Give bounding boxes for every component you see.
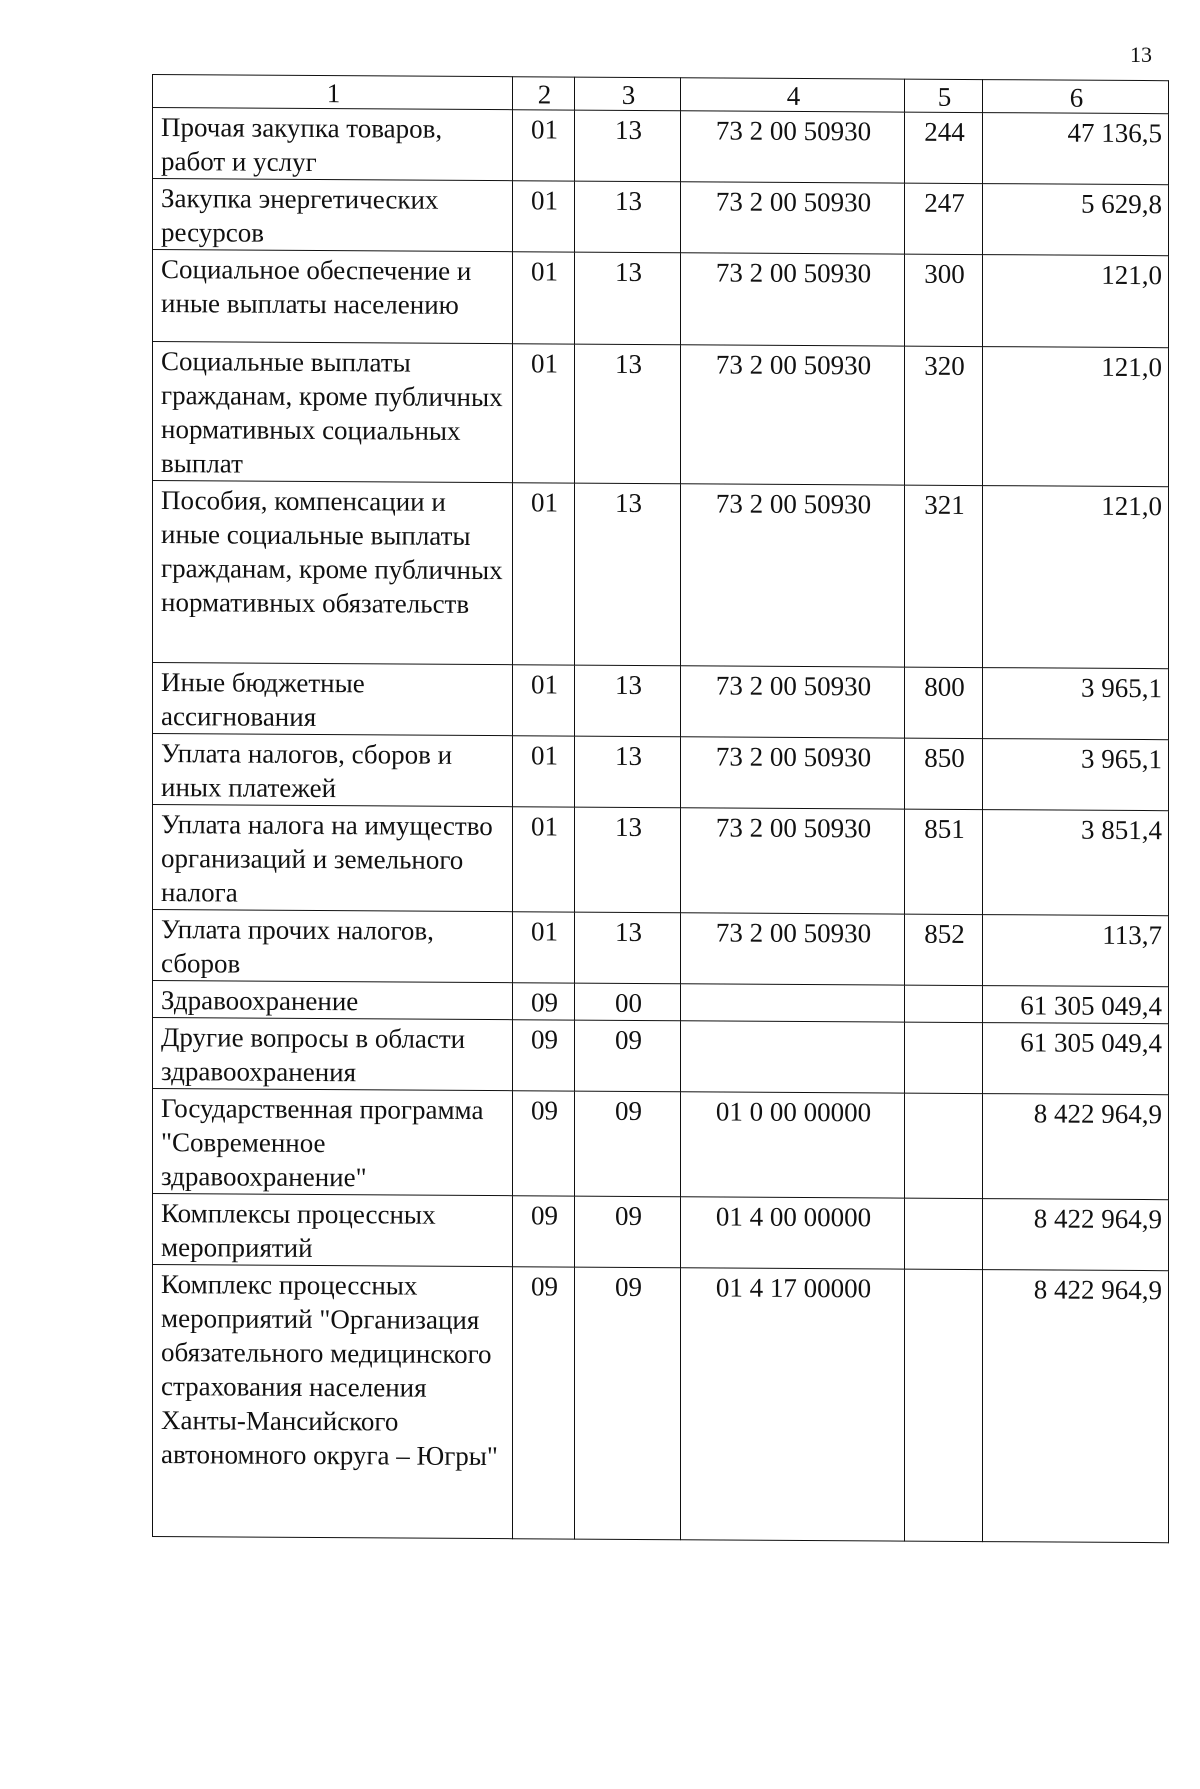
table-row — [153, 1018, 1169, 1095]
amount-value: 8 422 964,9 — [983, 1094, 1169, 1200]
expense-type-code: 244 — [905, 112, 983, 183]
amount-value: 121,0 — [983, 255, 1169, 348]
subsection-code: 13 — [575, 807, 681, 913]
line-item-name: Иные бюджетные ассигнования — [153, 663, 513, 736]
table-row — [153, 481, 1169, 669]
target-article-code: 73 2 00 50930 — [681, 111, 905, 183]
section-code: 09 — [513, 983, 575, 1020]
table-row — [153, 342, 1169, 487]
subsection-code: 09 — [575, 1091, 681, 1197]
line-item-name: Комплексы процессных мероприятий — [153, 1194, 513, 1267]
line-item-name: Государственная программа "Современное здравоохранение" — [153, 1089, 513, 1196]
section-code: 01 — [513, 483, 575, 665]
expense-type-code: 800 — [905, 667, 983, 738]
target-article-code: 73 2 00 50930 — [681, 913, 905, 985]
target-article-code: 73 2 00 50930 — [681, 484, 905, 667]
target-article-code: 73 2 00 50930 — [681, 182, 905, 254]
page-number: 13 — [1130, 42, 1152, 67]
target-article-code — [681, 984, 905, 1022]
section-code: 01 — [513, 665, 575, 736]
line-item-name: Закупка энергетических ресурсов — [153, 179, 513, 252]
expense-type-code: 851 — [905, 809, 983, 914]
target-article-code — [681, 1021, 905, 1093]
subsection-code: 09 — [575, 1267, 681, 1540]
table-row — [153, 108, 1169, 185]
expense-type-code: 321 — [905, 485, 983, 667]
expense-type-code: 300 — [905, 254, 983, 346]
subsection-code: 09 — [575, 1020, 681, 1092]
expense-type-code — [905, 1022, 983, 1093]
target-article-code: 73 2 00 50930 — [681, 808, 905, 914]
table-row — [153, 663, 1169, 740]
subsection-code: 00 — [575, 983, 681, 1021]
table-row — [153, 1194, 1169, 1271]
subsection-code: 13 — [575, 736, 681, 808]
line-item-name: Социальное обеспечение и иные выплаты населению — [153, 250, 513, 344]
amount-value: 121,0 — [983, 486, 1169, 669]
target-article-code: 01 4 00 00000 — [681, 1197, 905, 1269]
expense-type-code: 247 — [905, 183, 983, 254]
column-header: 3 — [575, 77, 681, 111]
subsection-code: 13 — [575, 110, 681, 182]
table-row — [153, 1089, 1169, 1200]
expense-type-code — [905, 1198, 983, 1269]
section-code: 09 — [513, 1267, 575, 1539]
amount-value: 121,0 — [983, 347, 1169, 487]
target-article-code: 73 2 00 50930 — [681, 666, 905, 738]
line-item-name: Прочая закупка товаров, работ и услуг — [153, 108, 513, 181]
expense-type-code: 852 — [905, 914, 983, 985]
column-header: 6 — [983, 80, 1169, 114]
section-code: 01 — [513, 181, 575, 252]
amount-value: 3 851,4 — [983, 810, 1169, 916]
table-row — [153, 1265, 1169, 1543]
amount-value: 61 305 049,4 — [983, 986, 1169, 1024]
subsection-code: 13 — [575, 912, 681, 984]
amount-value: 61 305 049,4 — [983, 1023, 1169, 1095]
section-code: 01 — [513, 252, 575, 344]
column-header: 4 — [681, 78, 905, 112]
amount-value: 8 422 964,9 — [983, 1199, 1169, 1271]
expense-type-code — [905, 985, 983, 1022]
table-row — [153, 805, 1169, 916]
table-row — [153, 910, 1169, 987]
line-item-name: Уплата прочих налогов, сборов — [153, 910, 513, 983]
subsection-code: 13 — [575, 344, 681, 484]
expense-type-code: 850 — [905, 738, 983, 809]
subsection-code: 13 — [575, 483, 681, 666]
column-header: 5 — [905, 79, 983, 112]
subsection-code: 13 — [575, 181, 681, 253]
subsection-code: 13 — [575, 665, 681, 737]
expense-type-code: 320 — [905, 346, 983, 485]
amount-value: 8 422 964,9 — [983, 1270, 1169, 1543]
amount-value: 47 136,5 — [983, 113, 1169, 185]
column-header: 1 — [153, 75, 513, 110]
column-header: 2 — [513, 77, 575, 110]
subsection-code: 13 — [575, 252, 681, 345]
section-code: 01 — [513, 807, 575, 912]
line-item-name: Комплекс процессных мероприятий "Организация обязательного медицинского страхования населения Ханты-Мансийского автономного округа – Югры" — [153, 1265, 513, 1539]
line-item-name: Пособия, компенсации и иные социальные выплаты гражданам, кроме публичных нормативных обязательств — [153, 481, 513, 665]
expense-type-code — [905, 1269, 983, 1541]
table-row — [153, 734, 1169, 811]
line-item-name: Другие вопросы в области здравоохранения — [153, 1018, 513, 1091]
target-article-code: 01 4 17 00000 — [681, 1268, 905, 1541]
table-row — [153, 179, 1169, 256]
target-article-code: 73 2 00 50930 — [681, 345, 905, 485]
table-row — [153, 981, 1169, 1024]
section-code: 09 — [513, 1091, 575, 1196]
expense-type-code — [905, 1093, 983, 1198]
section-code: 09 — [513, 1020, 575, 1091]
amount-value: 3 965,1 — [983, 739, 1169, 811]
line-item-name: Социальные выплаты гражданам, кроме публичных нормативных социальных выплат — [153, 342, 513, 483]
section-code: 01 — [513, 912, 575, 983]
target-article-code: 73 2 00 50930 — [681, 253, 905, 346]
line-item-name: Уплата налога на имущество организаций и земельного налога — [153, 805, 513, 912]
section-code: 01 — [513, 736, 575, 807]
target-article-code: 73 2 00 50930 — [681, 737, 905, 809]
budget-table — [152, 74, 1169, 1543]
section-code: 01 — [513, 344, 575, 483]
section-code: 09 — [513, 1196, 575, 1267]
line-item-name: Здравоохранение — [153, 981, 513, 1020]
subsection-code: 09 — [575, 1196, 681, 1268]
amount-value: 3 965,1 — [983, 668, 1169, 740]
table-row — [153, 250, 1169, 348]
section-code: 01 — [513, 110, 575, 181]
line-item-name: Уплата налогов, сборов и иных платежей — [153, 734, 513, 807]
amount-value: 5 629,8 — [983, 184, 1169, 256]
amount-value: 113,7 — [983, 915, 1169, 987]
target-article-code: 01 0 00 00000 — [681, 1092, 905, 1198]
